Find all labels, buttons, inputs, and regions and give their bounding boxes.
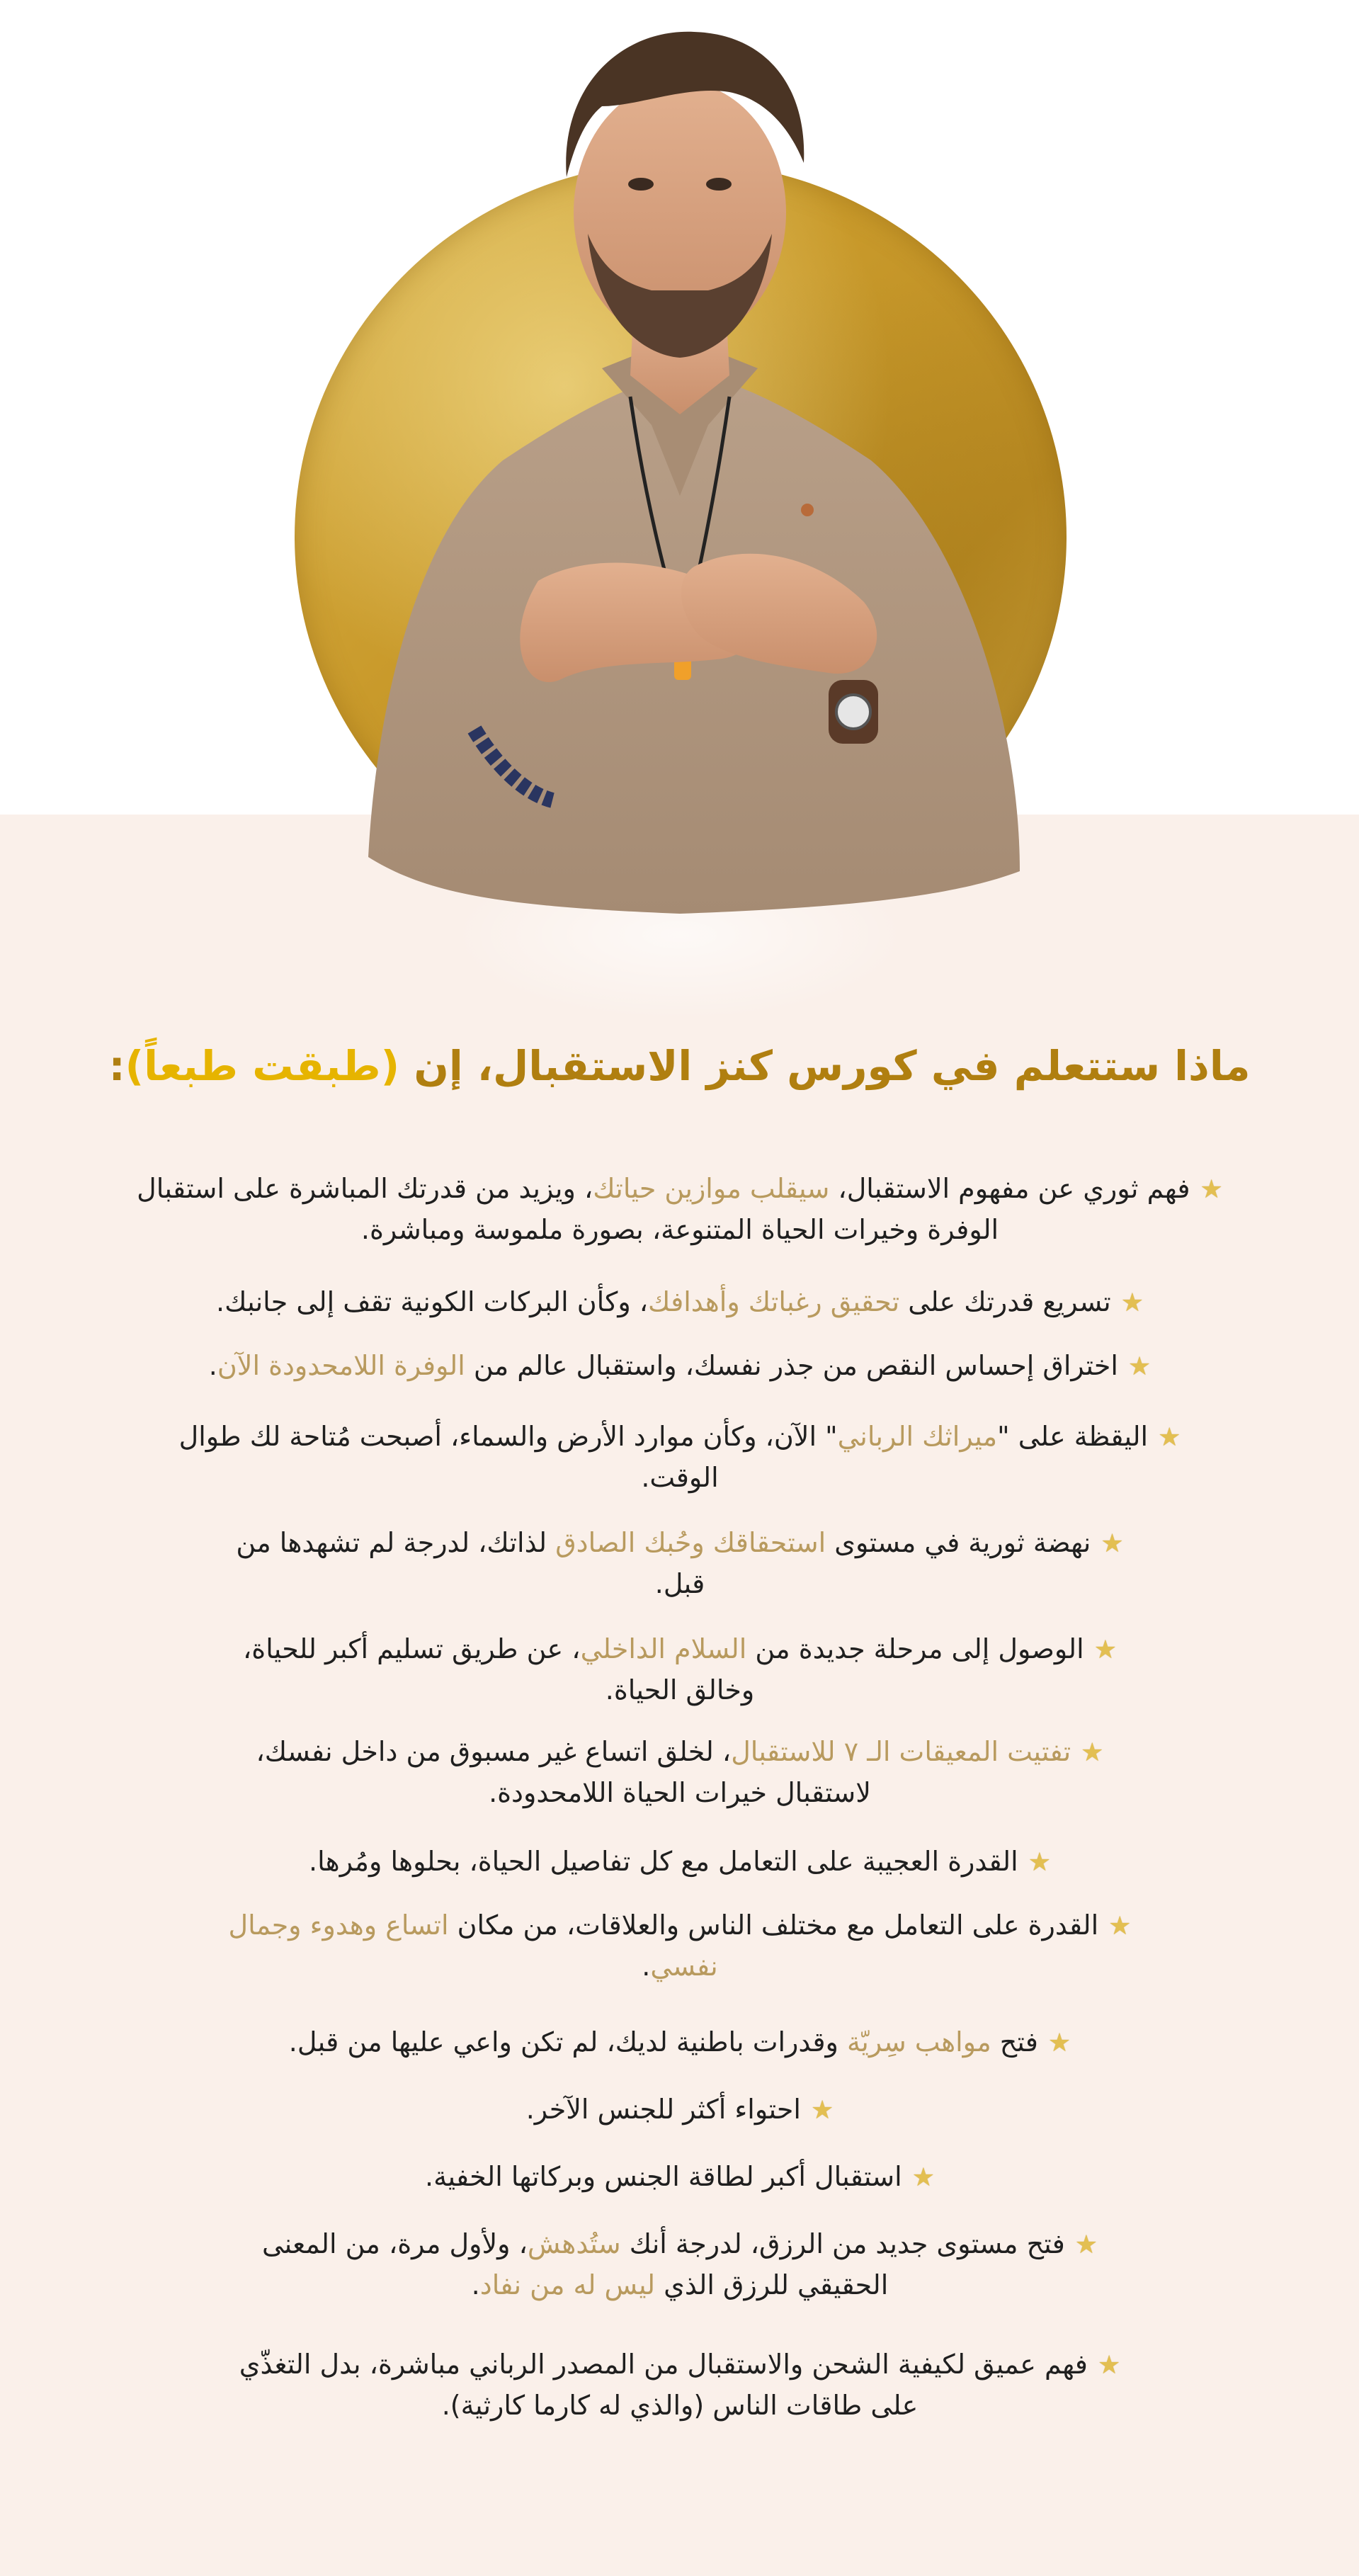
heading-text: ماذا ستتعلم في كورس كنز الاستقبال، إن: [399, 1042, 1251, 1090]
list-item: ★اليقظة على "ميراثك الرباني" الآن، وكأن موارد الأرض والسماء، أصبحت مُتاحة لك طوال الوقت.: [163, 1417, 1197, 1497]
section-heading: [0, 1034, 1359, 1098]
list-item: ★تسريع قدرتك على تحقيق رغباتك وأهدافك، وكأن البركات الكونية تقف إلى جانبك.: [106, 1282, 1253, 1323]
list-item: ★القدرة على التعامل مع مختلف الناس والعلاقات، من مكان اتساع وهدوء وجمال نفسي.: [220, 1905, 1140, 1986]
star-icon: ★: [1120, 1288, 1144, 1317]
hero-portrait: [269, 0, 1091, 1034]
list-item: ★نهضة ثورية في مستوى استحقاقك وحُبك الصادق لذاتك، لدرجة لم تشهدها من قبل.: [220, 1523, 1140, 1604]
star-icon: ★: [1081, 1738, 1104, 1767]
star-icon: ★: [810, 2096, 834, 2125]
star-icon: ★: [1047, 2029, 1071, 2058]
list-item: ★فتح مواهب سِريّة وقدرات باطنية لديك، لم تكن واعي عليها من قبل.: [106, 2022, 1253, 2063]
heading-colon: :: [108, 1042, 125, 1090]
list-item: ★الوصول إلى مرحلة جديدة من السلام الداخلي، عن طريق تسليم أكبر للحياة، وخالق الحياة.: [220, 1629, 1140, 1710]
star-icon: ★: [1200, 1175, 1223, 1204]
list-item: ★احتواء أكثر للجنس الآخر.: [106, 2089, 1253, 2130]
star-icon: ★: [911, 2163, 935, 2192]
star-icon: ★: [1097, 2351, 1121, 2380]
heading-highlight: (طبقت طبعاً): [125, 1042, 400, 1090]
list-item: ★القدرة العجيبة على التعامل مع كل تفاصيل الحياة، بحلوها ومُرها.: [106, 1842, 1253, 1883]
star-icon: ★: [1108, 1912, 1132, 1941]
star-icon: ★: [1093, 1635, 1117, 1664]
list-item: ★فتح مستوى جديد من الرزق، لدرجة أنك ستُدهش، ولأول مرة، من المعنى الحقيقي للرزق الذي ليس له من نفاد.: [220, 2224, 1140, 2305]
list-item: ★تفتيت المعيقات الـ ٧ للاستقبال، لخلق اتساع غير مسبوق من داخل نفسك، لاستقبال خيرات الحياة اللامحدودة.: [220, 1732, 1140, 1812]
portrait-image: [269, 0, 1091, 1034]
star-icon: ★: [1101, 1529, 1124, 1558]
list-item: ★فهم عميق لكيفية الشحن والاستقبال من المصدر الرباني مباشرة، بدل التغذّي على طاقات الناس (والذي له كارما كارثية).: [220, 2344, 1140, 2425]
star-icon: ★: [1158, 1423, 1181, 1452]
list-item: ★اختراق إحساس النقص من جذر نفسك، واستقبال عالم من الوفرة اللامحدودة الآن.: [106, 1346, 1253, 1387]
star-icon: ★: [1127, 1352, 1152, 1381]
list-item: ★استقبال أكبر لطاقة الجنس وبركاتها الخفية.: [106, 2157, 1253, 2198]
star-icon: ★: [1074, 2230, 1098, 2259]
star-icon: ★: [1028, 1848, 1051, 1877]
list-item: ★فهم ثوري عن مفهوم الاستقبال، سيقلب موازين حياتك، ويزيد من قدرتك المباشرة على استقبال الوفرة وخيرات الحياة المتنوعة، بصورة ملموسة ومباشرة.: [106, 1169, 1253, 1249]
